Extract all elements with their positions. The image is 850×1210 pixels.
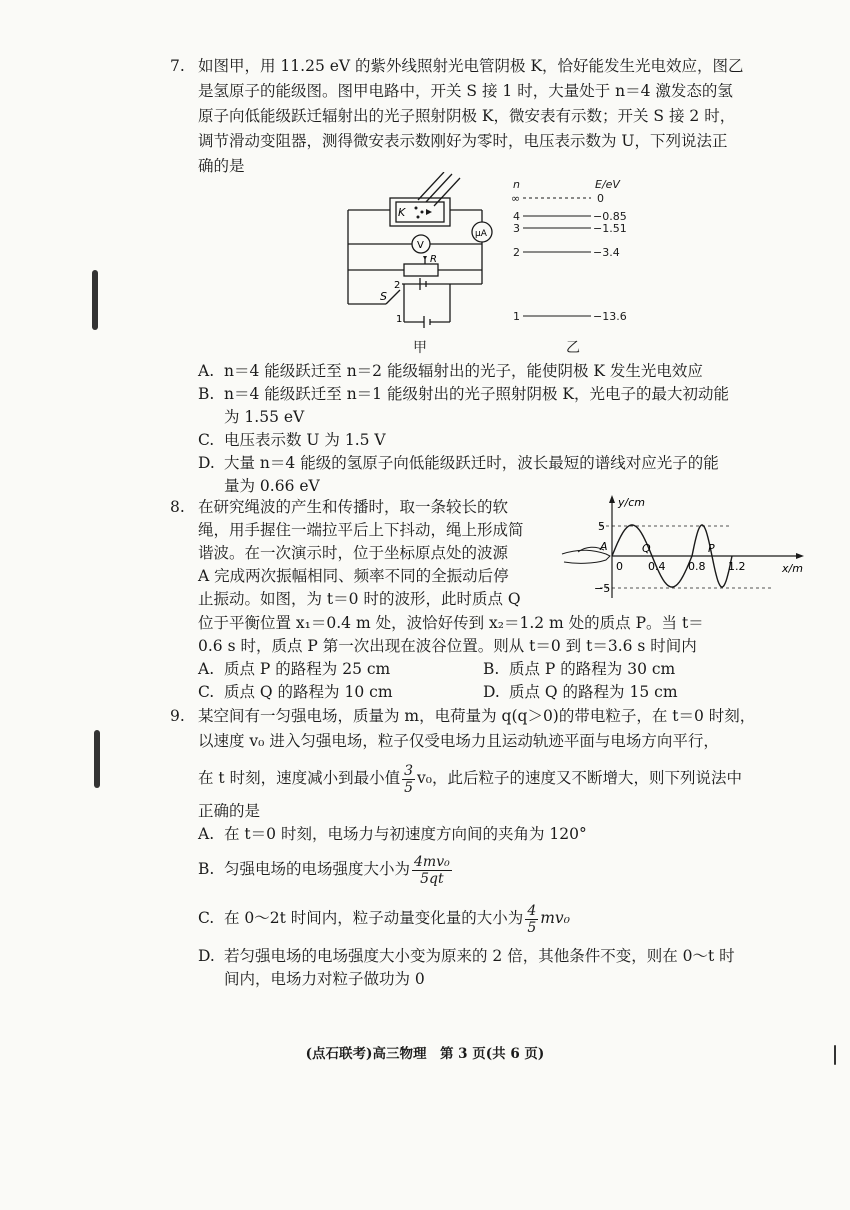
circuit-label-2: 2 <box>394 280 401 291</box>
xtick-04: 0.4 <box>648 560 666 573</box>
q7-text-line-5: 确的是 <box>198 157 245 175</box>
ytick-5: 5 <box>598 520 605 533</box>
q8-wave-graph <box>560 492 810 604</box>
q7-number: 7. <box>170 57 185 75</box>
q8-number: 8. <box>170 498 185 516</box>
fig-label-jia: 甲 <box>413 340 427 356</box>
point-P-label: P <box>708 542 715 555</box>
fig-label-yi: 乙 <box>566 340 580 356</box>
q7-option-a: A. n＝4 能级跃迁至 n＝2 能级辐射出的光子，能使阴极 K 发生光电效应 <box>198 362 703 380</box>
level-n-3: 3 <box>513 222 520 235</box>
point-A-label: A <box>600 540 608 553</box>
circuit-label-1: 1 <box>396 314 403 325</box>
level-n-1: 1 <box>513 310 520 323</box>
q8-text-line-2: 绳，用手握住一端拉平后上下抖动，绳上形成简 <box>198 521 524 539</box>
q8-text-line-6: 位于平衡位置 x₁＝0.4 m 处，波恰好传到 x₂＝1.2 m 处的质点 P。当 t＝ <box>198 614 704 632</box>
q8-text-line-5: 止振动。如图，为 t＝0 时的波形，此时质点 Q <box>198 590 521 608</box>
q7-text-line-1: 如图甲，用 11.25 eV 的紫外线照射光电管阴极 K，恰好能发生光电效应，图乙 <box>198 57 744 75</box>
q8-text-line-7: 0.6 s 时，质点 P 第一次出现在波谷位置。则从 t＝0 到 t＝3.6 s 时间内 <box>198 637 697 655</box>
xtick-0: 0 <box>616 560 623 573</box>
q7-text-line-3: 原子向低能级跃迁辐射出的光子照射阴极 K，微安表有示数；开关 S 接 2 时， <box>198 107 736 125</box>
xtick-08: 0.8 <box>688 560 706 573</box>
q7-circuit-diagram <box>340 172 500 332</box>
level-n-header: n <box>513 178 520 191</box>
q8-option-b: B. 质点 P 的路程为 30 cm <box>483 660 676 678</box>
q8-option-a: A. 质点 P 的路程为 25 cm <box>198 660 391 678</box>
q9-number: 9. <box>170 707 185 725</box>
q9-text-line-1: 某空间有一匀强电场，质量为 m，电荷量为 q(q＞0)的带电粒子，在 t＝0 时刻， <box>198 707 756 725</box>
level-E-inf: 0 <box>597 192 604 205</box>
q7-option-b-cont: 为 1.55 eV <box>224 408 305 426</box>
circuit-label-R: R <box>430 254 437 265</box>
q7-option-b: B. n＝4 能级跃迁至 n＝1 能级射出的光子照射阴极 K，光电子的最大初动能 <box>198 385 729 403</box>
level-n-4: 4 <box>513 210 520 223</box>
level-n-2: 2 <box>513 246 520 259</box>
x-axis-label: x/m <box>782 562 803 575</box>
q7-text-line-4: 调节滑动变阻器，测得微安表示数刚好为零时，电压表示数为 U，下列说法正 <box>198 132 728 150</box>
binder-mark-top <box>92 270 98 330</box>
q8-option-c: C. 质点 Q 的路程为 10 cm <box>198 683 393 701</box>
circuit-label-K: K <box>398 206 406 219</box>
q7-energy-level-diagram <box>505 172 655 332</box>
q7-text-line-2: 是氢原子的能级图。图甲电路中，开关 S 接 1 时，大量处于 n＝4 激发态的氢 <box>198 82 733 100</box>
fraction-4-5: $\frac{4}{5}$ <box>527 902 537 936</box>
q9-option-d: D. 若匀强电场的电场强度大小变为原来的 2 倍，其他条件不变，则在 0～t 时 <box>198 947 735 965</box>
fraction-3-5: $\frac{3}{5}$ <box>404 762 414 796</box>
q9-option-c: C. 在 0～2t 时间内，粒子动量变化量的大小为 $\frac{4}{5}$ mv₀ <box>198 902 570 936</box>
q9-text-line-3: 在 t 时刻，速度减小到最小值 $\frac{3}{5}$ v₀，此后粒子的速度又不断增大，则下列说法中 <box>198 762 742 796</box>
circuit-label-uA: μA <box>475 229 487 239</box>
binder-mark-bottom <box>94 730 100 788</box>
q8-option-d: D. 质点 Q 的路程为 15 cm <box>483 683 678 701</box>
level-E-2: −3.4 <box>593 246 620 259</box>
y-axis-label: y/cm <box>618 496 645 509</box>
ytick-neg5: −5 <box>594 582 611 595</box>
circuit-label-S: S <box>380 290 387 303</box>
level-E-3: −1.51 <box>593 222 627 235</box>
q9-option-d-cont: 间内，电场力对粒子做功为 0 <box>224 970 425 988</box>
q8-text-line-3: 谐波。在一次演示时，位于坐标原点处的波源 <box>198 544 509 562</box>
circuit-label-V: V <box>417 240 424 251</box>
q9-option-b: B. 匀强电场的电场强度大小为 $\frac{\text{4mv₀}}{5qt}$ <box>198 853 450 887</box>
level-E-4: −0.85 <box>593 210 627 223</box>
q9-option-a: A. 在 t＝0 时刻，电场力与初速度方向间的夹角为 120° <box>198 825 587 843</box>
q9-text-line-2: 以速度 v₀ 进入匀强电场，粒子仅受电场力且运动轨迹平面与电场方向平行， <box>198 732 719 750</box>
level-n-inf: ∞ <box>511 192 521 205</box>
q7-option-d: D. 大量 n＝4 能级的氢原子向低能级跃迁时，波长最短的谱线对应光子的能 <box>198 454 719 472</box>
fraction-field: $\frac{\text{4mv₀}}{5qt}$ <box>414 853 450 887</box>
q7-option-c: C. 电压表示数 U 为 1.5 V <box>198 431 386 449</box>
q7-option-d-cont: 量为 0.66 eV <box>224 477 320 495</box>
page-footer: (点石联考)高三物理 第 3 页(共 6 页) <box>305 1046 545 1062</box>
q8-text-line-1: 在研究绳波的产生和传播时，取一条较长的软 <box>198 498 509 516</box>
level-E-1: −13.6 <box>593 310 627 323</box>
level-E-header: E/eV <box>595 178 620 191</box>
q9-text-line-4: 正确的是 <box>198 802 261 820</box>
q8-text-line-4: A 完成两次振幅相同、频率不同的全振动后停 <box>198 567 509 585</box>
point-Q-label: Q <box>642 542 651 555</box>
xtick-12: 1.2 <box>728 560 746 573</box>
